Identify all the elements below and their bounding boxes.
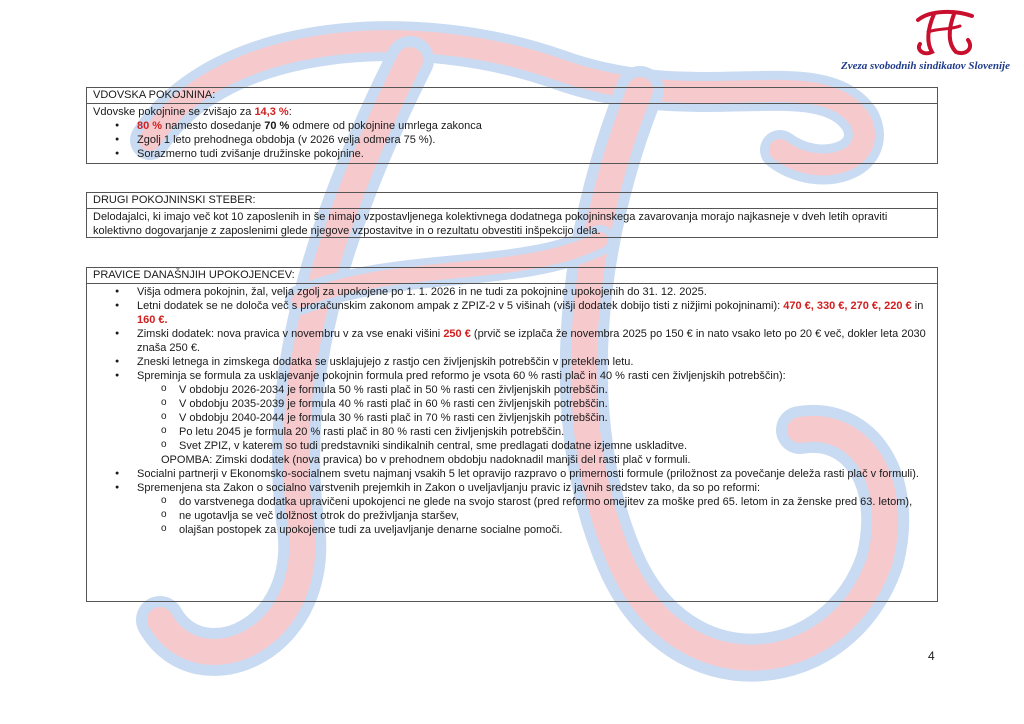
sub-item: o ne ugotavlja se več dolžnost otrok do preživljanja staršev, xyxy=(137,509,931,523)
note: OPOMBA: Zimski dodatek (nova pravica) bo v prehodnem obdobju nadoknadil manjši del rasti plač v formuli. xyxy=(161,454,691,466)
section-body xyxy=(87,104,937,164)
list-item: ● Sorazmerno tudi zvišanje družinske pokojnine. xyxy=(93,147,931,161)
intro-end: : xyxy=(288,106,292,118)
text: Letni dodatek se ne določa več s proračunskim zakonom ampak z ZPIZ-2 v 5 višinah (višji dodatek dobijo tisti z nižjimi pokojninami): xyxy=(137,300,784,312)
text: Spreminja se formula za usklajevanje pokojnin formula pred reformo je vsota 60 % rasti plač in 40 % rasti cen življenjskih potrebščin): xyxy=(137,370,786,382)
list-item xyxy=(93,119,931,133)
section-pravice xyxy=(86,267,938,602)
sub-item: o Svet ZPIZ, v katerem so tudi predstavniki sindikalnih central, sme predlagati dodatne izjemne uskladitve. xyxy=(137,439,931,453)
intro-text: Vdovske pokojnine se zvišajo za xyxy=(93,106,255,118)
sub-item: o V obdobju 2026-2034 je formula 50 % rasti plač in 50 % rasti cen življenjskih potrebščin. xyxy=(137,383,931,397)
org-logo xyxy=(810,8,1010,78)
page-number: 4 xyxy=(928,649,935,663)
sub-item: o V obdobju 2040-2044 je formula 30 % rasti plač in 70 % rasti cen življenjskih potrebščin. xyxy=(137,411,931,425)
list-item: ● Višja odmera pokojnin, žal, velja zgolj za upokojene po 1. 1. 2026 in ne tudi za pokojnine upokojenih do 31. 12. 2025. xyxy=(93,285,931,299)
intro-value: 14,3 % xyxy=(254,106,289,118)
sub-list xyxy=(137,495,931,537)
text-a: Zimski dodatek: nova pravica v novembru v za vse enaki višini xyxy=(137,328,444,340)
section-body xyxy=(87,284,937,540)
text-b: odmere od pokojnine umrlega zakonca xyxy=(289,120,482,132)
sub-item: o olajšan postopek za upokojence tudi za uveljavljanje denarne socialne pomoči. xyxy=(137,523,931,537)
sub-list xyxy=(137,383,931,453)
text-in: in xyxy=(911,300,924,312)
text-end: . xyxy=(164,314,168,326)
text-a: namesto dosedanje xyxy=(162,120,265,132)
value-last: 160 € xyxy=(137,314,165,326)
list-item xyxy=(93,299,931,327)
logo-emblem-icon xyxy=(910,8,980,58)
org-name: Zveza svobodnih sindikatov Slovenije xyxy=(841,60,1010,72)
section-vdovska xyxy=(86,87,938,164)
value-70: 70 % xyxy=(264,120,290,132)
bullet-list xyxy=(93,285,931,537)
section-title: PRAVICE DANAŠNJIH UPOKOJENCEV: xyxy=(87,268,937,284)
list-item: ● Zneski letnega in zimskega dodatka se usklajujejo z rastjo cen življenjskih potrebščin v preteklem letu. xyxy=(93,355,931,369)
text-b: (prvič se izplača že novembra 2025 po 150 € in nato vsako leto po 20 € več, dokler leta 2030 znaša 250 €. xyxy=(137,328,926,354)
value: 250 € xyxy=(443,328,471,340)
list-item: ● Socialni partnerji v Ekonomsko-socialnem svetu najmanj vsakih 5 let opravijo razpravo o primernosti formule (priložnost za povečanje deleža rasti plač v formuli). xyxy=(93,467,931,481)
list-item: ● Zgolj 1 leto prehodnega obdobja (v 2026 velja odmera 75 %). xyxy=(93,133,931,147)
sub-item: o Po letu 2045 je formula 20 % rasti plač in 80 % rasti cen življenjskih potrebščin. xyxy=(137,425,931,439)
section-steber xyxy=(86,192,938,238)
sub-item: o do varstvenega dodatka upravičeni upokojenci ne glede na svojo starost (pred reformo omejitev za moške pred 65. letom in za ženske pred 63. letom), xyxy=(137,495,931,509)
text: Spremenjena sta Zakon o socialno varstvenih prejemkih in Zakon o uveljavljanju pravic iz javnih sredstev tako, da so po reformi: xyxy=(137,482,761,494)
list-item xyxy=(93,481,931,537)
list-item xyxy=(93,327,931,355)
values: 470 €, 330 €, 270 €, 220 € xyxy=(783,300,912,312)
list-item xyxy=(93,369,931,467)
section-title: DRUGI POKOJNINSKI STEBER: xyxy=(87,193,937,209)
bullet-list xyxy=(93,119,931,161)
intro-line xyxy=(93,105,931,119)
section-body: Delodajalci, ki imajo več kot 10 zaposlenih in še nimajo vzpostavljenega kolektivnega dodatnega pokojninskega zavarovanja morajo najkasneje v dveh letih opraviti kolektivno dogovarjanje z zaposlenimi glede njegove vzpostavitve in o rezultatu obvestiti inšpekcijo dela. xyxy=(93,211,888,237)
value-80: 80 % xyxy=(137,120,163,132)
section-title: VDOVSKA POKOJNINA: xyxy=(87,88,937,104)
sub-item: o V obdobju 2035-2039 je formula 40 % rasti plač in 60 % rasti cen življenjskih potrebščin. xyxy=(137,397,931,411)
